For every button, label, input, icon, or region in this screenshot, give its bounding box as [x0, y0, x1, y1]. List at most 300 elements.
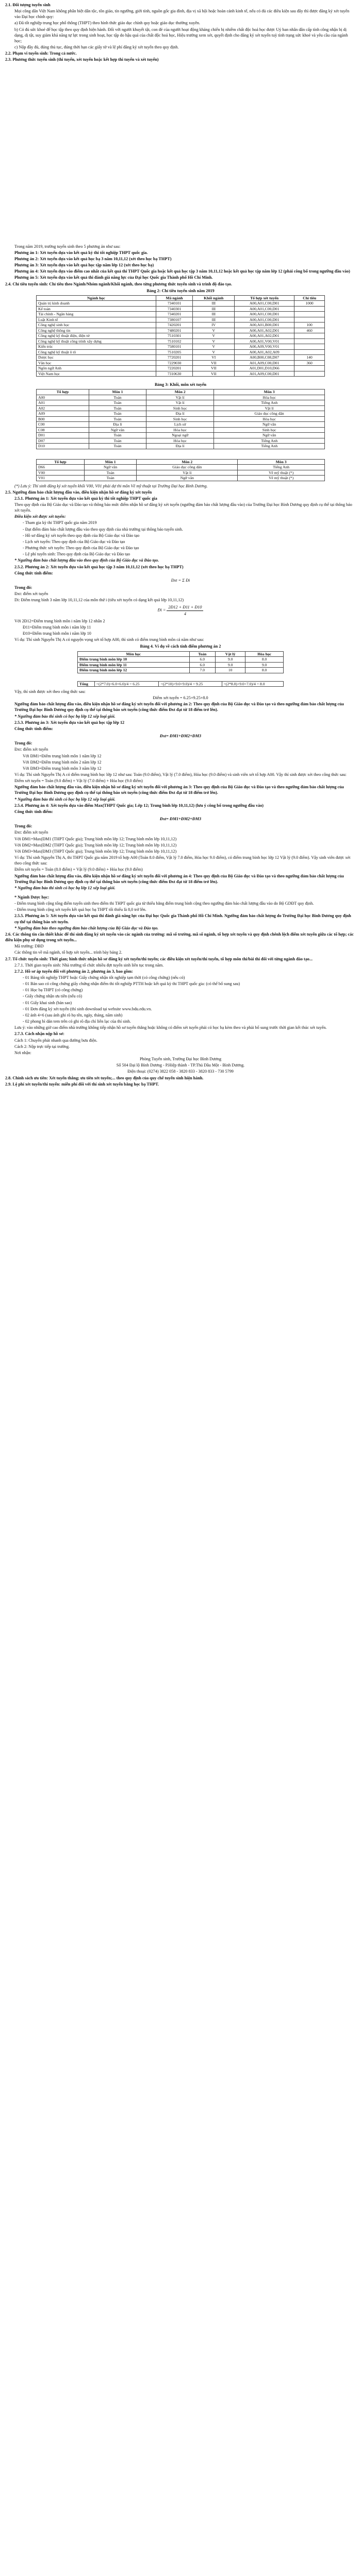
table-cell: Ngữ văn [214, 433, 325, 438]
subject-table-body [37, 465, 325, 481]
table-cell: 360 [294, 360, 325, 365]
table-row [37, 422, 325, 427]
paragraph: Ví dụ: Thí sinh Nguyễn Thị A có điểm trung bình học lớp 12 như sau: Toán (9.0 điểm), Vật lý (7.0 điểm), Hóa học (9.0 điểm) và sinh viên xét tổ hợp A00. Vậy thí sinh được xét theo công thức sau: [14, 772, 347, 777]
table-cell: Công nghệ thông tin [37, 328, 156, 333]
table-cell: A00,A01,A02,D01 [235, 328, 294, 333]
table-cell: 7510102 [156, 338, 193, 344]
table-cell: Việt Nam học [37, 371, 156, 376]
paragraph: b) Có đủ sức khoẻ để học tập theo quy định hiện hành. Đối với người khuyết tật, con đẻ của người hoạt động kháng chiến bị nhiễm chất độc hoá học được Uỷ ban nhân dân cấp tỉnh công nhận bị dị dạng, dị tật, suy giảm khả năng tự lực trong sinh hoạt, học tập do hậu quả của chất độc hoá học, Hiệu trưởng xem xét, quyết định cho đăng ký xét tuyển tuỳ tình trạng sức khoẻ và yêu cầu của ngành học; [14, 27, 348, 43]
documents-list [5, 975, 356, 1024]
table-header-row [78, 651, 284, 656]
table-cell: 7510301 [156, 333, 193, 338]
table-cell: VII [193, 371, 235, 376]
formula-label: Công thức tính điểm: [14, 809, 53, 814]
note: (*) Lưu ý: Thí sinh đăng ký xét tuyển khối V00, V01 phải dự thi môn Vẽ mỹ thuật tại Trường Đại học Bình Dương. [14, 483, 208, 488]
section-heading-2-5: 2.5. Ngưỡng đảm bảo chất lượng đầu vào, điều kiện nhận hồ sơ đăng ký xét tuyển [5, 489, 152, 495]
example-total-table [77, 681, 284, 687]
list-item: - 01 Giấy khai sinh (bản sao) [23, 1000, 72, 1005]
list-item: - 01 Học bạ THPT (có công chứng) [23, 988, 83, 993]
table-cell: Tiếng Anh [238, 465, 325, 470]
table-cell: Ngữ văn [214, 422, 325, 427]
fraction-numerator: 2Đ12 + Đ11 + Đ10 [167, 604, 203, 611]
table-cell: 1000 [294, 301, 325, 306]
table-cell: A00,A01,C00,D01 [235, 312, 294, 317]
table-cell: Ngữ văn [89, 427, 146, 432]
table-cell: Ngữ văn [84, 465, 137, 470]
column-header: Toán [189, 651, 216, 656]
table-row [78, 668, 284, 673]
example-table [77, 651, 284, 673]
table-cell: Luật Kinh tế [37, 317, 156, 322]
table-cell: A00,A01,C00,D01 [235, 301, 294, 306]
table-cell: Hóa học [214, 395, 325, 400]
section-heading-2-3: 2.3. Phương thức tuyển sinh (thi tuyển, xét tuyển hoặc kết hợp thi tuyển và xét tuyển) [5, 57, 159, 62]
section-heading-2-4: 2.4. Chỉ tiêu tuyển sinh: Chỉ tiêu theo Ngành/Nhóm ngành/Khối ngành, theo từng phương thức tuyển sinh và trình độ đào tạo. [5, 281, 232, 286]
table-row [37, 416, 325, 421]
column-header: Môn 2 [146, 389, 214, 395]
table-cell: Hóa học [146, 438, 214, 443]
paragraph: Với ĐM1=Max(ĐM1 (THPT Quốc gia); Trung bình môn lớp 12; Trung bình môn lớp 10,11,12) [14, 836, 177, 841]
list-item: - Đạt điểm đảm bảo chất lượng đầu vào theo quy định của nhà trường tại thông báo tuyển sinh. [23, 527, 183, 532]
paragraph: Phòng Tuyển sinh, Trường Đại học Bình Dương [139, 1057, 222, 1062]
table-row [37, 405, 325, 411]
list-item: - 02 phong bì dán tem trên có ghi rõ địa chỉ liên lạc của thí sinh. [23, 1019, 131, 1024]
paragraph: Số 504 Đại lộ Bình Dương - P.Hiệp thành - TP.Thủ Dầu Một - Bình Dương. [116, 1063, 245, 1068]
column-header: Tổ hợp [37, 459, 85, 464]
table-cell: Công nghệ sinh học [37, 323, 156, 328]
paragraph: Ngưỡng đảm bảo chất lượng đầu vào, điều kiện nhận hồ sơ đăng ký xét tuyển đối với phương án 4: Theo quy định của Bộ Giáo dục và Đào tạo và theo ngưỡng đảm bảo chất lượng của Trường Đại học Bình Dương quy định cụ thể tại thông báo xét tuyển (công thức điểm Đxt đạt từ 18 điểm trở lên). [14, 873, 344, 884]
paragraph: Đxt: điểm xét tuyển [14, 830, 48, 835]
paragraph: Trong đó: [14, 824, 32, 829]
table-cell: 7340101 [156, 301, 193, 306]
table-cell: A00,A01,A02,A09 [235, 349, 294, 354]
table-cell: D10 [37, 444, 89, 449]
paragraph: Ví dụ: Thí sinh Nguyễn Thị A có nguyện vọng xét tổ hợp A00, thì sinh có điểm trung bình môn cả năm như sau: [14, 637, 204, 642]
table-row [37, 371, 325, 376]
table-cell: Giáo dục công dân [137, 465, 238, 470]
table-cell [294, 317, 325, 322]
table-cell: B00 [37, 416, 89, 421]
formula: Đxt = Σ Đi [171, 578, 190, 583]
table-row [37, 470, 325, 475]
table-cell: 7.0 [189, 668, 216, 673]
list-item: - 02 ảnh 4×6 (sau ảnh ghi rõ họ tên, ngày, tháng, năm sinh) [23, 1012, 123, 1018]
paragraph: Với 2Đ12=Điểm trung bình môn i năm lớp 12 nhân 2 [14, 618, 105, 623]
formula [5, 604, 356, 616]
table-cell: VII [193, 360, 235, 365]
table-row [37, 306, 325, 311]
table-cell: Ngữ văn [137, 476, 238, 481]
paragraph: Trong đó: [14, 585, 32, 590]
table-cell: 9.0 [216, 662, 245, 667]
threshold-note: * Ngưỡng đảm bảo thí sinh có học bạ lớp 12 xếp loại giỏi. [14, 885, 116, 890]
table-cell: Toán [89, 444, 146, 449]
column-header: Môn 3 [214, 389, 325, 395]
table-cell: Toán [89, 433, 146, 438]
threshold-note: * Ngưỡng đảm bảo theo ngưỡng đảm bảo chất lượng của Bộ Giáo dục và Đào tạo. [14, 925, 159, 930]
table-cell [294, 312, 325, 317]
table-row [37, 400, 325, 405]
table-cell: 7510205 [156, 349, 193, 354]
table-cell: Điểm trung bình môn lớp 10 [78, 657, 190, 662]
table-cell: Địa lí [146, 411, 214, 416]
table-cell: Tiếng Anh [214, 444, 325, 449]
column-header: Tổ hợp [37, 389, 89, 395]
table-cell: 9.0 [245, 662, 284, 667]
table-cell: VII [193, 366, 235, 371]
blank-space [5, 63, 356, 244]
conditions-list [5, 520, 356, 557]
subject-combination-table [36, 389, 325, 449]
table-cell: Hóa học [146, 427, 214, 432]
paragraph: Với ĐM1=Điểm trung bình môn 1 năm lớp 12 [23, 753, 102, 758]
table-cell: Ngoại ngữ [146, 433, 214, 438]
formula: Đxt= ĐM1+ĐM2+ĐM3 [159, 734, 202, 739]
table-cell: 7380107 [156, 317, 193, 322]
table-cell: D01 [37, 433, 89, 438]
table-row [78, 657, 284, 662]
table-cell: 460 [294, 328, 325, 333]
section-heading-2-2: 2.2. Phạm vi tuyển sinh: Trong cả nước. [5, 51, 77, 56]
table-cell: Sinh học [146, 416, 214, 421]
table-cell: Vẽ mỹ thuật (*) [238, 470, 325, 475]
table-cell: A00,A01,A02,D01 [235, 333, 294, 338]
table-cell: Vật lí [214, 405, 325, 411]
paragraph: Ví dụ: Thí sinh Nguyễn Thị A, thi THPT Quốc gia năm 2019 tổ hợp A00 (Toán 8.0 điểm, Vật lý 7.0 điểm, Hóa học 9.0 điểm), có điểm trung bình học lớp 12 Vật lý (9.0 điểm). Vậy sinh viên được xét theo công thức sau: [14, 855, 351, 866]
table-cell: V [193, 328, 235, 333]
table-cell: =(2*8.0)+9.0+7.0)/4 = 8.0 [222, 681, 283, 686]
table-cell: III [193, 317, 235, 322]
table-cell: D66 [37, 465, 85, 470]
table-cell: A01 [37, 400, 89, 405]
table-cell: Vẽ mỹ thuật (*) [238, 476, 325, 481]
table-cell: A00,A01,B00,D01 [235, 323, 294, 328]
method-3: Phương án 3: Xét tuyển dựa vào kết quả học tập năm lớp 12 (xét theo học bạ) [14, 263, 154, 268]
table-cell: Toán [89, 411, 146, 416]
list-item: - Hồ sơ đăng ký xét tuyển theo quy định của Bộ Giáo dục và Đào tạo [23, 533, 140, 538]
table-header-row [37, 389, 325, 395]
table-cell: Địa lí [146, 444, 214, 449]
table-cell: 7420201 [156, 323, 193, 328]
table-row [78, 681, 284, 686]
paragraph: - Điểm trung bình cộng tổng điểm tuyển sinh theo điểm thi THPT quốc gia từ thiếu bằng điểm trung bình cộng theo ngưỡng đảm bảo chất lượng đầu vào do Bộ GDĐT quy định. [14, 901, 314, 906]
table-cell: 6.0 [189, 657, 216, 662]
table-cell: 7580101 [156, 344, 193, 349]
paragraph: Cách 2: Nộp trực tiếp tại trường. [14, 1044, 70, 1049]
table-cell: A02 [37, 405, 89, 411]
table-cell: III [193, 301, 235, 306]
table-row [37, 328, 325, 333]
paragraph: * Ngành Dược học: [14, 894, 50, 900]
table-cell: 8.0 [245, 668, 284, 673]
table-row [37, 349, 325, 354]
table-row [37, 301, 325, 306]
table-cell: A00,B00,C08,D07 [235, 355, 294, 360]
paragraph: Ngưỡng đảm bảo chất lượng đầu vào, điều kiện nhận hồ sơ đăng ký xét tuyển đối với phương án 3: Theo quy định của Bộ Giáo dục và Đào tạo và theo ngưỡng đảm bảo chất lượng của Trường Đại học Bình Dương quy định cụ thể tại thông báo xét tuyển (công thức điểm Đxt đạt từ 18 điểm trở lên). [14, 785, 344, 795]
table-cell: Công nghệ kỹ thuật công trình xây dựng [37, 338, 156, 344]
table-header-row [37, 295, 325, 300]
section-heading-2-1: 2.1. Đối tượng tuyển sinh [5, 3, 51, 7]
table-cell: 7480201 [156, 328, 193, 333]
fraction [167, 604, 203, 616]
paragraph: Điều kiện xét được xét tuyển: [14, 514, 66, 519]
method-5: Phương án 5: Xét tuyển dựa vào kết quả thi đánh giá năng lực của Đại học Quốc gia Thành phố Hồ Chí Minh. [14, 275, 213, 280]
table-3-caption: Bảng 3: Khối, môn xét tuyển [154, 382, 207, 387]
paragraph: Di: Điểm trung bình 3 năm lớp 10,11,12 của môn thứ i (tiêu xét tuyển có dạng kết quả lớp 10,11,12) [14, 598, 184, 603]
subsection-heading: 2.5.5. Phương án 5: Xét tuyển dựa vào kết quả thi đánh giá năng lực của Đại học Quốc gia Thành phố Hồ Chí Minh. Ngưỡng đảm bảo chất lượng do Trường Đại học Bình Dương quy định cụ thể tại thông báo xét tuyển. [14, 913, 351, 924]
table-cell: Toán [84, 476, 137, 481]
list-item: - Lệ phí tuyển sinh: Theo quy định của Bộ Giáo dục và Đào tạo [23, 552, 130, 557]
paragraph: Ngưỡng đảm bảo chất lượng đầu vào, điều kiện nhận hồ sơ đăng ký xét tuyển đối với phương án 2: Theo quy định của Bộ Giáo dục và Đào tạo và theo ngưỡng đảm bảo chất lượng của Trường Đại học Bình Dương quy định cụ thể tại thông báo xét tuyển (công thức điểm Đxt đạt từ 18 điểm trở lên). [14, 702, 344, 713]
paragraph: Các thông tin về mã ngành, tổ hợp xét tuyển... trình bày bảng 2. [14, 950, 122, 955]
table-cell: Tiếng Anh [214, 438, 325, 443]
table-cell: 10 [216, 668, 245, 673]
column-header: Môn 1 [84, 459, 137, 464]
table-cell [294, 333, 325, 338]
subsection-heading: 2.5.4. Phương án 4: Xét tuyển dựa vào điểm Max(THPT Quốc gia; Lớp 12; Trung bình lớp 10,11,12) (lưu ý công bố trong ngưỡng đầu vào) [14, 803, 264, 808]
list-item: - Lịch xét tuyển: Theo quy định của Bộ Giáo dục và Đào tạo [23, 539, 125, 544]
threshold-note: * Ngưỡng đảm bảo thí sinh có học bạ lớp 12 xếp loại giỏi. [14, 714, 116, 719]
formula-lhs: Đi = [157, 608, 166, 613]
table-cell [294, 338, 325, 344]
table-2-caption: Bảng 2: Chỉ tiêu tuyển sinh năm 2019 [146, 288, 215, 293]
paragraph: Đxt: điểm xét tuyển [14, 747, 48, 752]
subsection-heading: 2.7.2. Hồ sơ áp tuyển đối với phương án 2, phương án 3, bao gồm: [14, 969, 133, 974]
list-item: - 01 Đơn đăng ký xét tuyển (thí sinh download tại website www.bdu.edu.vn. [23, 1006, 152, 1011]
table-cell: 7340301 [156, 306, 193, 311]
list-item: - Giấy chứng nhận ưu tiên (nếu có) [23, 994, 83, 999]
paragraph: c) Nộp đầy đủ, đúng thủ tục, đúng thời hạn các giấy tờ và lệ phí đăng ký xét tuyển theo quy định. [14, 45, 179, 50]
table-cell [294, 371, 325, 376]
table-cell: Sinh học [146, 405, 214, 411]
table-cell: V [193, 349, 235, 354]
method-1: Phương án 1: Xét tuyển dựa vào kết quả kỳ thi tốt nghiệp THPT quốc gia. [14, 250, 148, 255]
column-header: Chỉ tiêu [294, 295, 325, 300]
document [0, 0, 361, 1087]
table-row [37, 476, 325, 481]
paragraph: a) Đã tốt nghiệp trung học phổ thông (THPT) theo hình thức giáo dục chính quy hoặc giáo dục thường xuyên. [14, 21, 200, 26]
table-cell: Công nghệ kỹ thuật điện, điện tử [37, 333, 156, 338]
table-row [37, 438, 325, 443]
table-cell: 7310630 [156, 371, 193, 376]
table-cell: Ngôn ngữ Anh [37, 366, 156, 371]
table-cell: A01,A09,C00,D01 [235, 371, 294, 376]
table-row [37, 317, 325, 322]
list-item: - Phương thức xét tuyển: Theo quy định của Bộ Giáo dục và Đào tạo [23, 546, 139, 551]
threshold-note: * Ngưỡng đảm bảo chất lượng đầu vào theo quy định của Bộ Giáo dục và Đào tạo. [14, 558, 159, 563]
table-cell: D07 [37, 438, 89, 443]
method-4: Phương án 4: Xét tuyển dựa vào điểm cao nhất của kết quả thi THPT Quốc gia hoặc kết quả học tập 3 năm 10,11,12 hoặc kết quả học tập năm lớp 12 (phải công bố trong ngưỡng đầu vào) [14, 269, 350, 274]
table-cell: Lịch sử [146, 422, 214, 427]
table-row [37, 312, 325, 317]
paragraph: Đxt: điểm xét tuyển [14, 591, 48, 597]
subsection-heading: 2.5.1. Phương án 1: Xét tuyển dựa vào kết quả kỳ thi tốt nghiệp THPT quốc gia [14, 496, 157, 501]
table-cell: A01,A09,C00,D01 [235, 360, 294, 365]
table-row [37, 333, 325, 338]
threshold-note: * Ngưỡng đảm bảo thí sinh có học bạ lớp 12 xếp loại giỏi. [14, 796, 116, 802]
table-row [78, 662, 284, 667]
table-cell: 7220201 [156, 366, 193, 371]
column-header: Môn 1 [89, 389, 146, 395]
table-cell: VI [193, 355, 235, 360]
table-cell [294, 306, 325, 311]
paragraph: Vậy, thí sinh được xét theo công thức sau: [14, 689, 86, 694]
column-header: Môn 2 [137, 459, 238, 464]
table-cell: III [193, 306, 235, 311]
table-cell: Kế toán [37, 306, 156, 311]
paragraph: Nơi nhận: [14, 1050, 31, 1055]
paragraph: Trong đó: [14, 741, 32, 746]
paragraph: 2.7.1. Thời gian tuyển sinh: Nhà trường tổ chức nhiều đợt tuyển sinh liên tục trong năm. [14, 962, 164, 968]
paragraph: Với ĐM3=Điểm trung bình môn 3 năm lớp 12 [23, 766, 102, 771]
table-cell: V01 [37, 476, 85, 481]
table-row [37, 366, 325, 371]
table-row [37, 427, 325, 432]
method-2: Phương án 2: Xét tuyển dựa vào kết quả học bạ 3 năm 10,11,12 (xét theo học bạ THPT) [14, 256, 172, 261]
column-header: Tổ hợp xét tuyển [235, 295, 294, 300]
table-cell: A00,A09,V00,V01 [235, 344, 294, 349]
paragraph: Điện thoại: (0274) 3822 058 - 3820 833 - 3820 833 - 730 5799 [127, 1069, 234, 1074]
paragraph: Mã trường: DBD [14, 944, 44, 949]
list-item: - 01 Bảng tốt nghiệp THPT hoặc Giấy chứng nhận tốt nghiệp tạm thời (có công chứng) (nếu có) [23, 975, 185, 980]
table-cell: Vật lí [146, 395, 214, 400]
section-heading-2-6: 2.6. Các thông tin cần thiết khác để thí sinh đăng ký xét tuyển vào các ngành của trường: mã số trường, mã số ngành, tổ hợp xét tuyển và quy định chênh lệch điểm xét tuyển giữa các tổ hợp; các điều kiện phụ sử dụng trong xét tuyển... [5, 931, 354, 943]
paragraph: Điểm xét tuyển = Toán (8.0 điểm) + Vật lý (9.0 điểm) + Hóa học (9.0 điểm) [14, 867, 143, 872]
table-cell: Toán [89, 395, 146, 400]
table-cell: C00 [37, 422, 89, 427]
table-cell: Toán [89, 405, 146, 411]
table-cell [294, 366, 325, 371]
table-cell [294, 344, 325, 349]
paragraph: Điểm xét tuyển = Toán (9.0 điểm) + Vật lý (7.0 điểm) + Hóa học (9.0 điểm) [14, 778, 143, 784]
table-cell: A00,A01,V00,V01 [235, 338, 294, 344]
table-cell: Hóa học [214, 416, 325, 421]
table-row [37, 465, 325, 470]
subsection-heading: 2.5.3. Phương án 3: Xét tuyển dựa vào kết quả học tập lớp 12 [14, 720, 125, 725]
paragraph: Trong năm 2019, trường tuyển sinh theo 5 phương án như sau: [14, 244, 121, 249]
table-cell: 8.0 [245, 657, 284, 662]
list-item: - Tham gia kỳ thi THPT quốc gia năm 2019 [23, 520, 97, 526]
table-cell: V00 [37, 470, 85, 475]
table-cell: Giáo dục công dân [214, 411, 325, 416]
table-cell: 140 [294, 355, 325, 360]
quota-table-body [37, 301, 325, 377]
paragraph: Mọi công dân Việt Nam không phân biệt dân tộc, tôn giáo, tín ngưỡng, giới tính, nguồn gốc gia đình, địa vị xã hội hoặc hoàn cảnh kinh tế, nếu có đủ các điều kiện sau đây thì được đăng ký xét tuyển vào Đại học chính quy: [14, 9, 350, 20]
table-row [37, 355, 325, 360]
table-cell: A00,A01,C00,D01 [235, 306, 294, 311]
table-cell: C08 [37, 427, 89, 432]
table-row [37, 344, 325, 349]
table-cell: A00,A01,C00,D01 [235, 317, 294, 322]
table-cell: Toán [89, 400, 146, 405]
table-cell: Điểm trung bình môn lớp 11 [78, 662, 190, 667]
table-cell: Toán [89, 416, 146, 421]
table-cell: Địa lí [89, 422, 146, 427]
table-cell: 7340201 [156, 312, 193, 317]
table-cell: III [193, 312, 235, 317]
table-cell: 7720201 [156, 355, 193, 360]
table-cell: Toán [84, 470, 137, 475]
table-cell: Văn học [37, 360, 156, 365]
paragraph: Theo quy định của Bộ Giáo dục và Đào tạo và thông báo mức điểm nhận hồ sơ đăng ký xét tuyển (ngưỡng đảm bảo chất lượng đầu vào) của Trường Đại học Bình Dương quy định cụ thể tại thông báo xét tuyển. [14, 502, 352, 513]
formula-label: Công thức tính điểm: [14, 726, 53, 731]
paragraph: Điểm xét tuyển = 6.25+9.25+8.0 [153, 696, 208, 701]
table-cell: Tiếng Anh [214, 400, 325, 405]
column-header: Mã ngành [156, 295, 193, 300]
table-cell: V [193, 333, 235, 338]
table-cell: 100 [294, 323, 325, 328]
paragraph: Lưu ý: vào những giờ cao điểm nhà trường không tiếp nhận hồ sơ tuyển thẳng hoặc không có điểm xét tuyển phải có học bạ kèm theo và phải bổ sung trước thời gian kết thúc xét tuyển. [14, 1025, 327, 1030]
table-cell [294, 349, 325, 354]
table-row [37, 395, 325, 400]
table-cell: A00 [37, 395, 89, 400]
table-cell: Quản trị kinh doanh [37, 301, 156, 306]
table-cell: Vật lí [146, 400, 214, 405]
subsection-heading: 2.7.3. Cách nhận nộp hồ sơ: [14, 1031, 64, 1037]
paragraph: - Điểm trung bình cộng xét tuyển kết quả học bạ THPT tối thiểu là 8,0 trở lên. [14, 907, 146, 912]
paragraph: Với ĐM2=Max(ĐM2 (THPT Quốc gia); Trung bình môn lớp 12; Trung bình môn lớp 10,11,12) [14, 842, 177, 848]
table-row [37, 323, 325, 328]
quota-table [36, 295, 325, 377]
table-cell: Sinh học [214, 427, 325, 432]
table-cell: A01,D01,D10,D66 [235, 366, 294, 371]
formula: Đxt= ĐM1+ĐM2+ĐM3 [159, 817, 202, 822]
table-cell: Dược học [37, 355, 156, 360]
column-header: Hóa học [245, 651, 284, 656]
section-heading-2-9: 2.9. Lệ phí xét tuyển/thi tuyển: miễn phí đối với thí sinh xét tuyển bằng học bạ THPT. [5, 1081, 159, 1087]
table-cell: 7229030 [156, 360, 193, 365]
table-row [37, 444, 325, 449]
table-row [37, 338, 325, 344]
table-cell: =(2*7.0)+6.0+6.0)/4 = 6.25 [94, 681, 159, 686]
section-heading-2-7: 2.7. Tổ chức tuyển sinh: Thời gian; hình thức nhận hồ sơ đăng ký xét tuyển/thi tuyển; các điều kiện xét tuyển/thi tuyển, tổ hợp môn thi/bài thi đối với từng ngành đào tạo... [5, 956, 313, 961]
paragraph: Với ĐM3=Max(ĐM3 (THPT Quốc gia); Trung bình môn lớp 12; Trung bình môn lớp 10,11,12) [14, 849, 177, 854]
paragraph: Với ĐM2=Điểm trung bình môn 2 năm lớp 12 [23, 759, 102, 765]
table-cell: 6.0 [189, 662, 216, 667]
table-cell: A09 [37, 411, 89, 416]
column-header: Ngành học [37, 295, 156, 300]
table-cell: 9.0 [216, 657, 245, 662]
table-cell: Kiến trúc [37, 344, 156, 349]
paragraph: Đ11=Điểm trung bình môn i năm lớp 11 [23, 624, 91, 630]
table-4-caption: Bảng 4. Ví dụ về cách tính điểm phương án 2 [140, 644, 221, 649]
column-header: Môn học [78, 651, 190, 656]
fraction-denominator: 4 [184, 611, 186, 616]
table-row [37, 360, 325, 365]
table-row [37, 433, 325, 438]
table-cell: IV [193, 323, 235, 328]
table-cell: Toán [89, 438, 146, 443]
table-cell: =(2*10)+9.0+9.0)/4 = 9.25 [159, 681, 222, 686]
column-header: Vật lý [216, 651, 245, 656]
table-cell: V [193, 344, 235, 349]
list-item: - 01 Bản sao có công chứng giấy chứng nhận điểm thi tốt nghiệp PTTH hoặc kết quả kỳ thi THPT quốc gia: (có thể bổ sung sau) [23, 981, 240, 987]
table-cell: Vật lí [137, 470, 238, 475]
table-cell: Tài chính - Ngân hàng [37, 312, 156, 317]
section-heading-2-8: 2.8. Chính sách ưu tiên: Xét tuyển thẳng; ưu tiên xét tuyển;... theo quy định của quy chế tuyển sinh hiện hành. [5, 1075, 204, 1080]
table-cell: Công nghệ kỹ thuật ô tô [37, 349, 156, 354]
subject-table-body [37, 395, 325, 449]
table-cell: Tổng [78, 681, 95, 686]
table-row [37, 411, 325, 416]
paragraph: Cách 1: Chuyển phát nhanh qua đường bưu điện. [14, 1038, 97, 1043]
subject-combination-table-continued [36, 459, 325, 481]
example-table-body [78, 657, 284, 673]
paragraph: Đ10=Điểm trung bình môn i năm lớp 10 [23, 631, 91, 636]
table-cell: V [193, 338, 235, 344]
column-header: Môn 3 [238, 459, 325, 464]
column-header: Khối ngành [193, 295, 235, 300]
